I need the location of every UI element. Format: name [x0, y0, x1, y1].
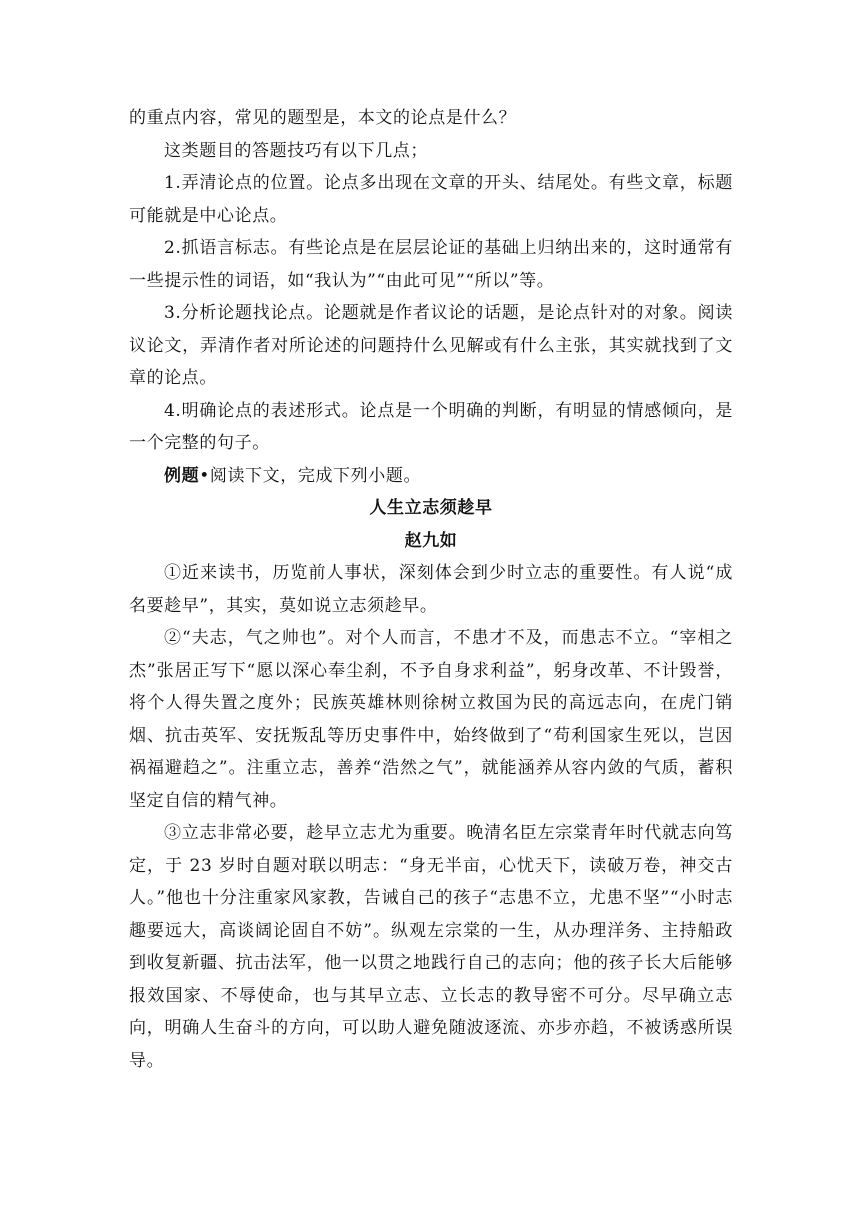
article-paragraph-2: ②“夫志，气之帅也”。对个人而言，不患才不及，而患志不立。“宰相之杰”张居正写下“愿以深心奉尘刹，不予自身求利益”，躬身改革、不计毁誉，将个人得失置之度外；民族英雄林则徐树立救国为民的高远志向，在虎门销烟、抗击英军、安抚叛乱等历史事件中，始终做到了“苟利国家生死以，岂因祸福避趋之”。注重立志，善养“浩然之气”，就能涵养从容内敛的气质，蓄积坚定自信的精气神。	[129, 628, 733, 811]
tips-heading: 这类题目的答题技巧有以下几点；	[164, 140, 428, 161]
tip-1-paragraph: 1.弄清论点的位置。论点多出现在文章的开头、结尾处。有些文章，标题可能就是中心论点。	[129, 173, 733, 226]
tip-4-paragraph: 4.明确论点的表述形式。论点是一个明确的判断，有明显的情感倾向，是一个完整的句子。	[129, 400, 733, 453]
example-line	[129, 460, 733, 493]
article-paragraph-3: ③立志非常必要，趁早立志尤为重要。晚清名臣左宗棠青年时代就志向笃定，于 23 岁时自题对联以明志：“身无半亩，心忧天下，读破万卷，神交古人。”他也十分注重家风家教，告诫自己的孩子“志患不立，尤患不坚”“小时志趣要远大，高谈阔论固自不妨”。纵观左宗棠的一生，从办理洋务、主持船政到收复新疆、抗击法军，他一以贯之地践行自己的志向；他的孩子长大后能够报效国家、不辱使命，也与其早立志、立长志的教导密不可分。尽早确立志向，明确人生奋斗的方向，可以助人避免随波逐流、亦步亦趋，不被诱惑所误导。	[129, 823, 733, 1071]
example-label: 例题	[164, 465, 200, 486]
example-bullet: •	[199, 465, 210, 486]
document-page	[129, 102, 733, 1077]
article-author: 赵九如	[404, 530, 458, 551]
article-title: 人生立志须趁早	[369, 498, 493, 518]
tip-2-paragraph: 2.抓语言标志。有些论点是在层层论证的基础上归纳出来的，这时通常有一些提示性的词语，如“我认为”“由此可见”“所以”等。	[129, 238, 733, 291]
tip-3-paragraph: 3.分析论题找论点。论题就是作者议论的话题，是论点针对的对象。阅读议论文，弄清作者对所论述的问题持什么见解或有什么主张，其实就找到了文章的论点。	[129, 303, 733, 388]
example-instruction: 阅读下文，完成下列小题。	[209, 465, 422, 486]
article-paragraph-1: ①近来读书，历览前人事状，深刻体会到少时立志的重要性。有人说“成名要趁早”，其实，莫如说立志须趁早。	[129, 563, 733, 616]
intro-paragraph: 的重点内容，常见的题型是，本文的论点是什么？	[129, 108, 517, 128]
